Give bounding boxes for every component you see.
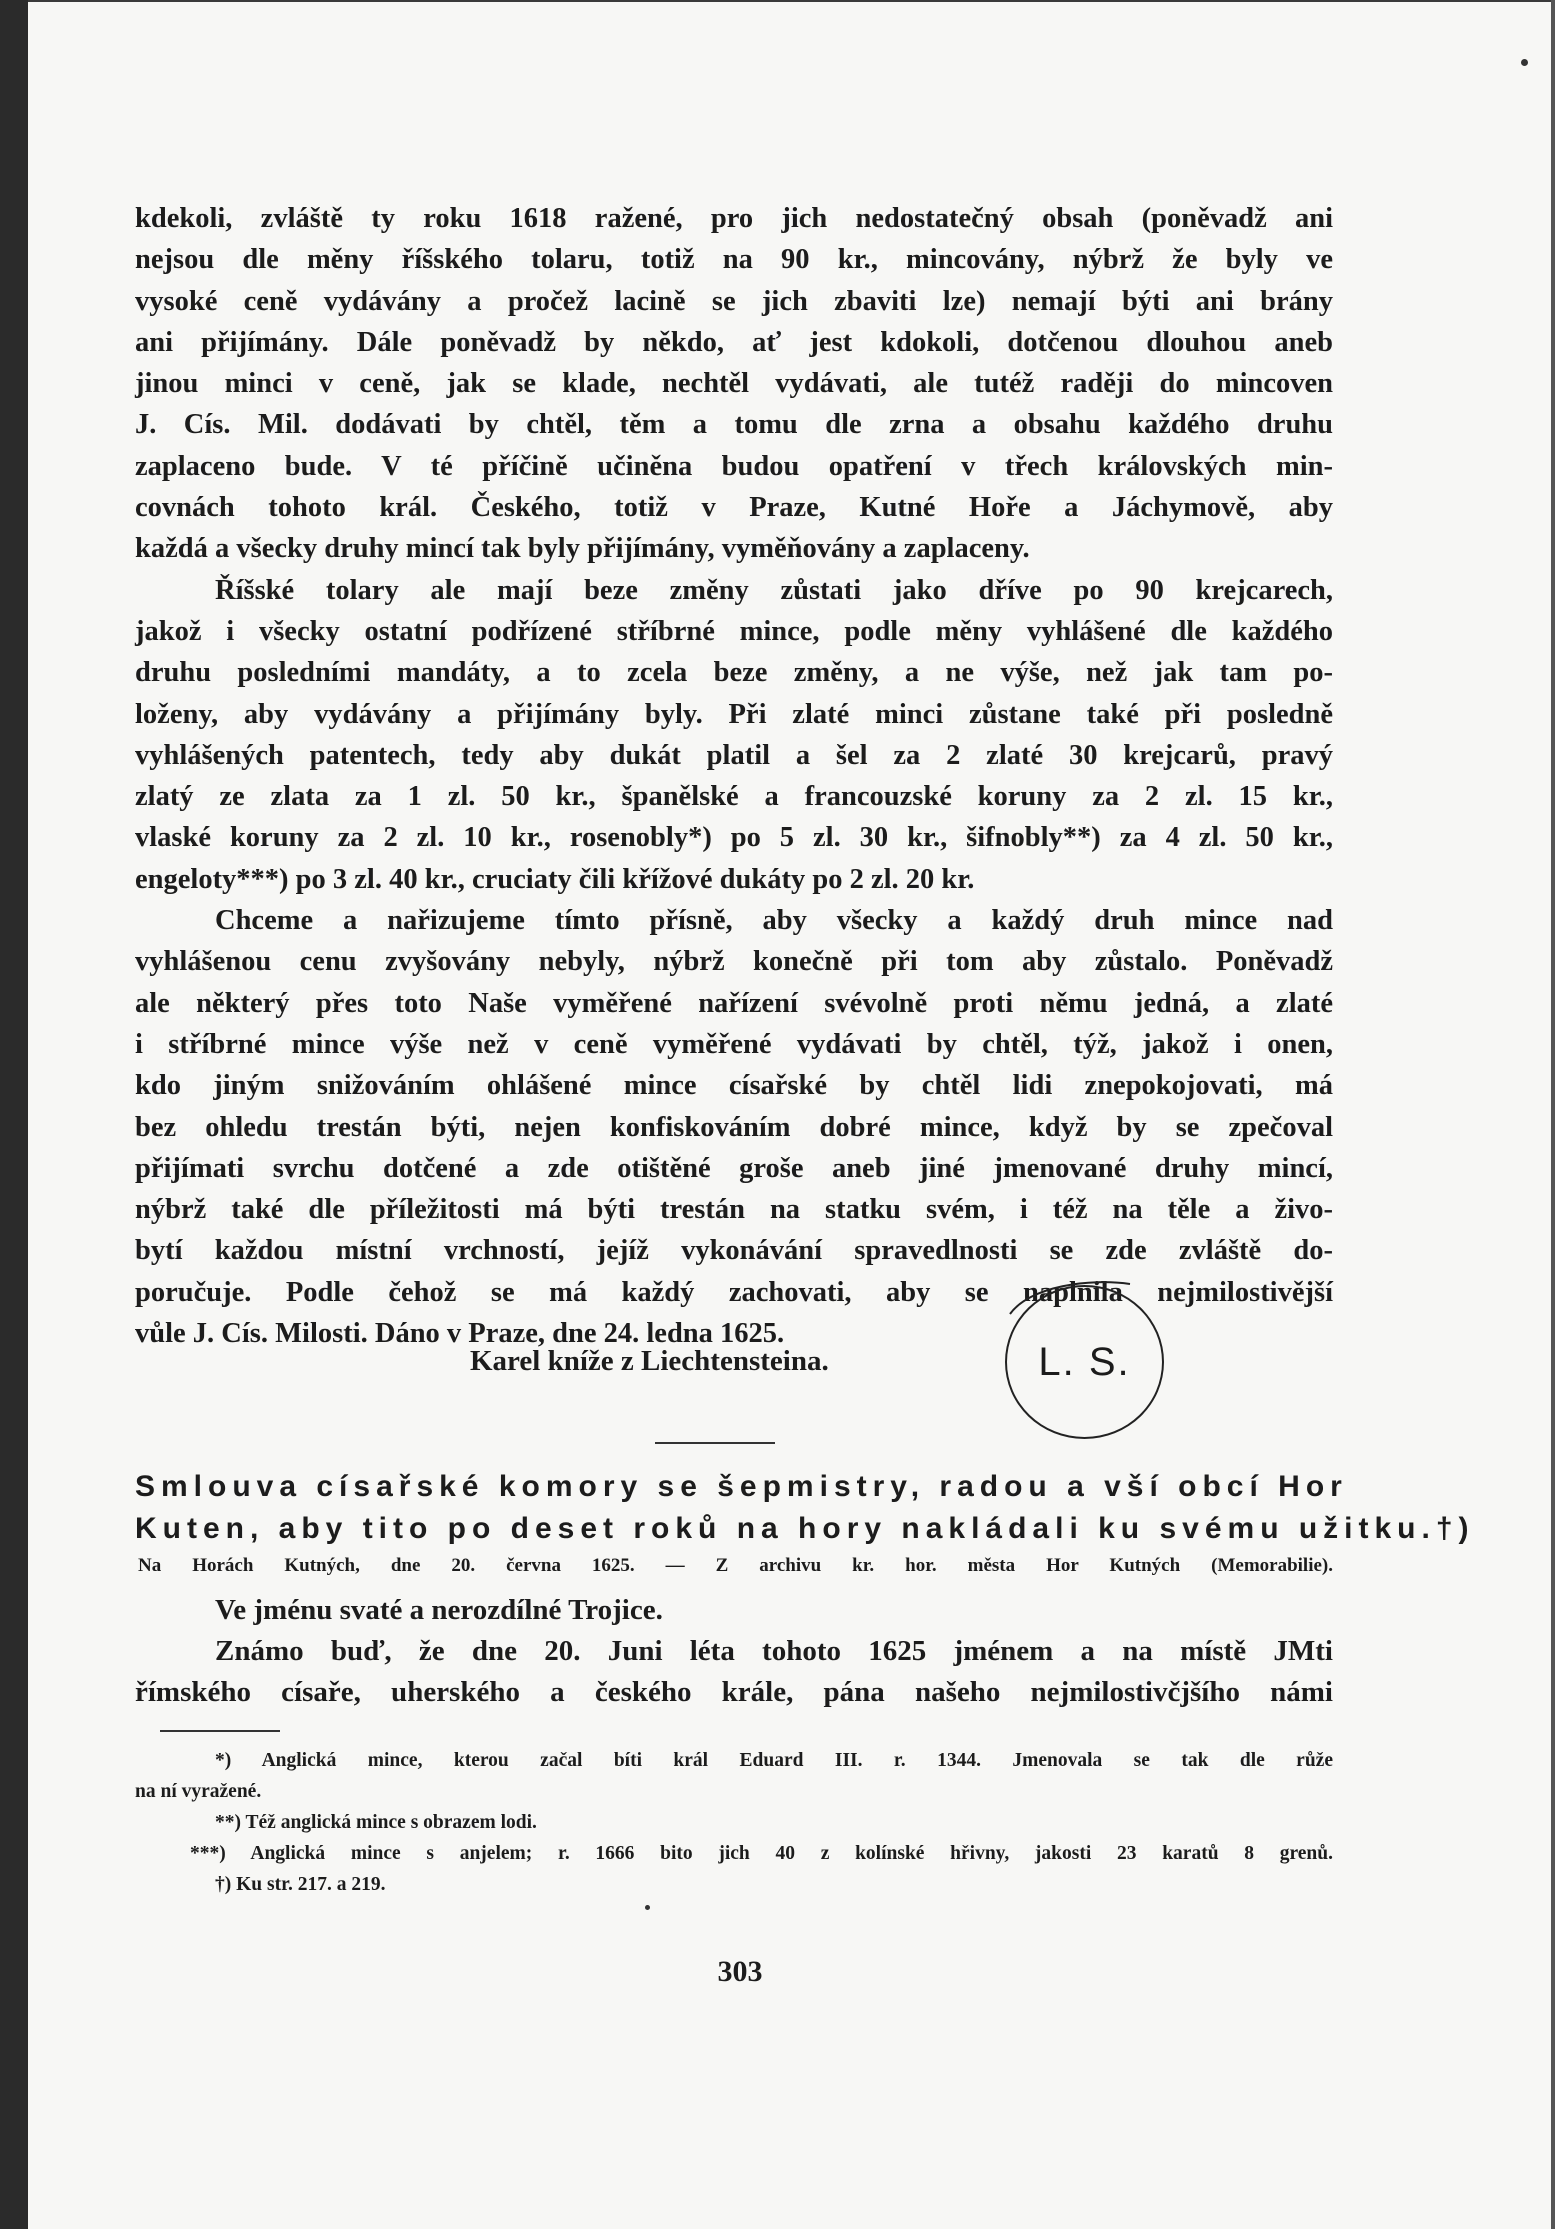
text-line: Chceme a nařizujeme tímto přísně, aby všecky a každý druh mince nad [215,905,1333,937]
page-speck [1521,59,1528,66]
text-line: vyhlášených patentech, tedy aby dukát platil a šel za 2 zlaté 30 krejcarů, pravý [135,739,1333,771]
text-line: kdekoli, zvláště ty roku 1618 ražené, pro jich nedostatečný obsah (poněvadž ani [135,203,1333,234]
text-line: římského císaře, uherského a českého krále, pána našeho nejmilostivčjšího námi [135,1676,1333,1708]
text-line: vyhlášenou cenu zvyšovány nebyly, nýbrž konečně při tom aby zůstalo. Poněvadž [135,946,1333,978]
page-number: 303 [717,1955,763,1988]
page-edge [1551,0,1555,2229]
footnote: ***) Anglická mince s anjelem; r. 1666 bito jich 40 z kolínské hřivny, jakosti 23 karatů 8 grenů. [190,1843,1333,1864]
text-line: jinou minci v ceně, jak se klade, nechtěl vydávati, ale tutéž raději do mincoven [135,368,1333,400]
signature: Karel kníže z Liechtensteina. [470,1345,829,1377]
text-line: poručuje. Podle čehož se má každý zachovati, aby se naplnila nejmilostivější [135,1276,1333,1308]
text-line: ale některý přes toto Naše vyměřené nařízení svévolně proti němu jedná, a zlaté [135,987,1333,1019]
text-line: kdo jiným snižováním ohlášené mince císařské by chtěl lidi znepokojovati, má [135,1070,1333,1102]
text-line: jakož i všecky ostatní podřízené stříbrné mince, podle měny vyhlášené dle každého [135,615,1333,647]
text-line: engeloty***) po 3 zl. 40 kr., cruciaty čili křížové dukáty po 2 zl. 20 kr. [135,863,975,895]
text-line: každá a všecky druhy mincí tak byly přijímány, vyměňovány a zaplaceny. [135,533,1030,565]
footnote: na ní vyražené. [135,1781,262,1802]
text-line: Ve jménu svaté a nerozdílné Trojice. [215,1594,663,1626]
section-heading-line2: Kuten, aby tito po deset roků na hory nakládali ku svému užitku.†) [135,1512,1475,1545]
text-line: covnách tohoto král. Českého, totiž v Praze, Kutné Hoře a Jáchymově, aby [135,492,1333,524]
text-line: nýbrž také dle příležitosti má býti trestán na statku svém, i též na těle a živo- [135,1194,1333,1226]
page-speck [645,1905,650,1910]
source-note: Na Horách Kutných, dne 20. června 1625. — Z archivu kr. hor. města Hor Kutných (Memorabilie). [138,1555,1333,1576]
text-line: bytí každou místní vrchností, jejíž vykonávání spravedlnosti se zde zvláště do- [135,1235,1333,1267]
text-line: vysoké ceně vydávány a pročež lacině se jich zbaviti lze) nemají býti ani brány [135,285,1333,317]
text-line: zlatý ze zlata za 1 zl. 50 kr., španělské a francouzské koruny za 2 zl. 15 kr., [135,781,1333,813]
text-line: ani přijímány. Dále poněvadž by někdo, ať jest kdokoli, dotčenou dlouhou aneb [135,326,1333,358]
section-heading-line1: Smlouva císařské komory se šepmistry, radou a vší obcí Hor [135,1470,1348,1503]
text-line: Známo buď, že dne 20. Juni léta tohoto 1625 jménem a na místě JMti [215,1635,1333,1667]
text-line: vůle J. Cís. Milosti. Dáno v Praze, dne 24. ledna 1625. [135,1318,785,1350]
text-line: loženy, aby vydávány a přijímány byly. Při zlaté minci zůstane také při posledně [135,698,1333,730]
text-line: nejsou dle měny říšského tolaru, totiž na 90 kr., mincovány, nýbrž že byly ve [135,244,1333,276]
seal-label: L. S. [1038,1339,1131,1384]
book-spine [0,0,28,2229]
text-line: bez ohledu trestán býti, nejen konfiskováním dobré mince, když by se zpečoval [135,1111,1333,1143]
text-line: i stříbrné mince výše než v ceně vyměřené vydávati by chtěl, týž, jakož i onen, [135,1028,1333,1060]
text-line: vlaské koruny za 2 zl. 10 kr., rosenobly*) po 5 zl. 30 kr., šifnobly**) za 4 zl. 50 kr., [135,822,1333,854]
footnote: *) Anglická mince, kterou začal bíti král Eduard III. r. 1344. Jmenovala se tak dle růže [215,1750,1333,1771]
text-line: J. Cís. Mil. dodávati by chtěl, těm a tomu dle zrna a obsahu každého druhu [135,409,1333,441]
footnote: **) Též anglická mince s obrazem lodi. [215,1812,537,1833]
text-line: druhu posledními mandáty, a to zcela beze změny, a ne výše, než jak tam po- [135,657,1333,689]
main-text [135,198,1333,1354]
section-divider [655,1442,775,1444]
footnote: †) Ku str. 217. a 219. [215,1874,386,1895]
text-line: Říšské tolary ale mají beze změny zůstati jako dříve po 90 krejcarech, [215,574,1333,606]
text-line: přijímati svrchu dotčené a zde otištěné groše aneb jiné jmenované druhy mincí, [135,1152,1333,1184]
footnote-divider [160,1730,280,1732]
section-text [135,1590,1333,1713]
footnotes [135,1745,1333,1900]
seal-stamp [1005,1285,1164,1439]
text-line: zaplaceno bude. V té příčině učiněna budou opatření v třech královských min- [135,450,1333,482]
